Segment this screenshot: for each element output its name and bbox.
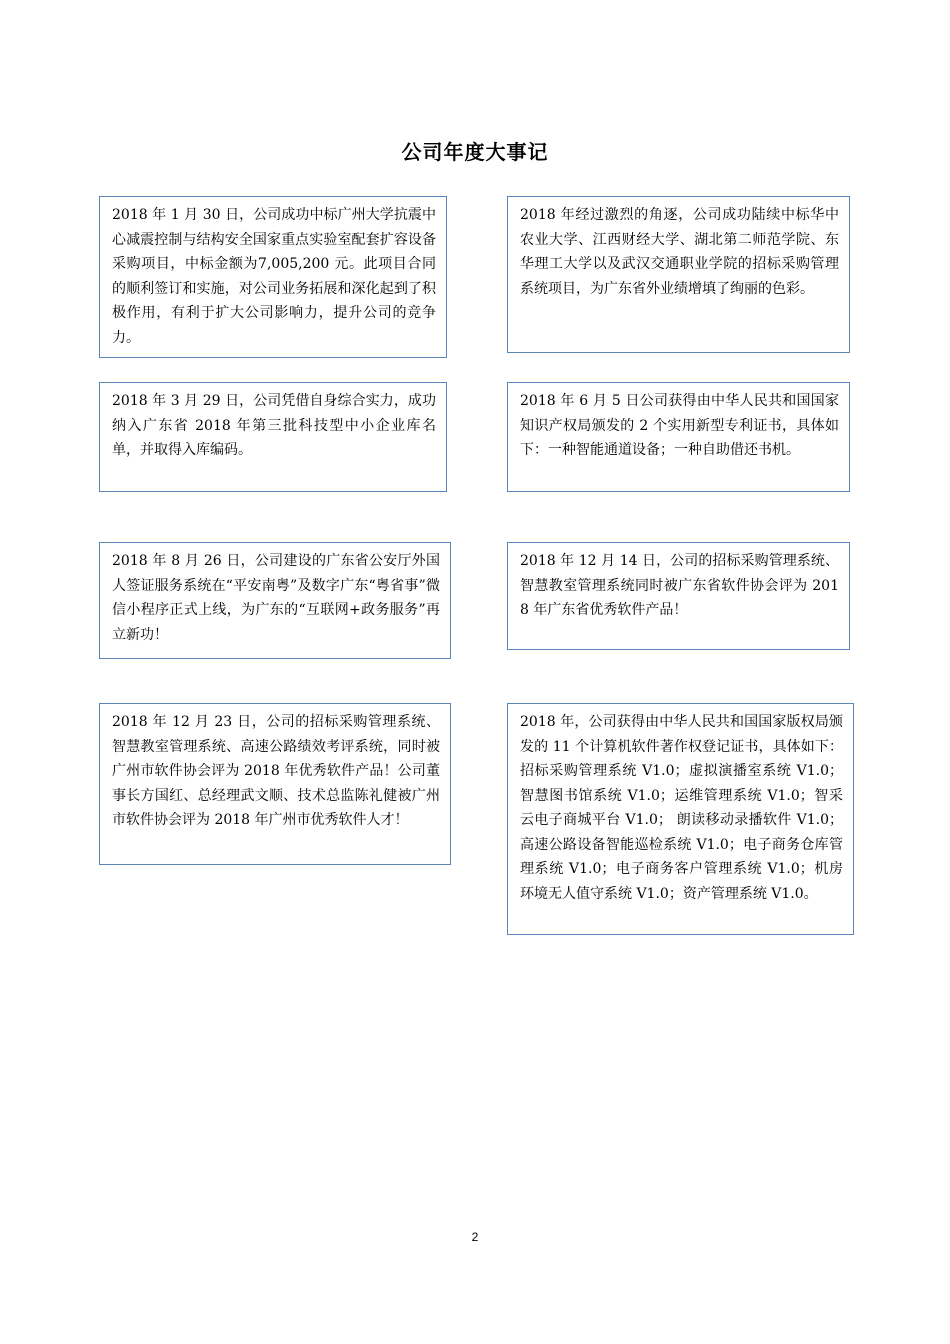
event-box-guangzhou-university-bid: 2018 年 1 月 30 日，公司成功中标广州大学抗震中心减震控制与结构安全国家重点实验室配套扩容设备采购项目，中标金额为7,005,200 元。此项目合同的顺利签订和实施，对公司业务拓展和深化起到了积极作用，有利于扩大公司影响力，提升公司的竞争力。: [99, 196, 447, 358]
event-box-guangdong-software-award: 2018 年 12 月 14 日，公司的招标采购管理系统、智慧教室管理系统同时被广东省软件协会评为 2018 年广东省优秀软件产品！: [507, 542, 850, 650]
page-title: 公司年度大事记: [401, 140, 549, 164]
event-box-tech-sme-listing: 2018 年 3 月 29 日，公司凭借自身综合实力，成功纳入广东省 2018 年第三批科技型中小企业库名单，并取得入库编码。: [99, 382, 447, 492]
event-box-software-copyrights: 2018 年，公司获得由中华人民共和国国家版权局颁发的 11 个计算机软件著作权登记证书，具体如下：招标采购管理系统 V1.0；虚拟演播室系统 V1.0；智慧图书馆系统 V1.0；运维管理系统 V1.0；智采云电子商城平台 V1.0； 朗读移动录播软件 V1.0；高速公路设备智能巡检系统 V1.0；电子商务仓库管理系统 V1.0；电子商务客户管理系统 V1.0；机房环境无人值守系统 V1.0；资产管理系统 V1.0。: [507, 703, 854, 935]
event-box-utility-patents: 2018 年 6 月 5 日公司获得由中华人民共和国国家知识产权局颁发的 2 个实用新型专利证书，具体如下：一种智能通道设备；一种自助借还书机。: [507, 382, 850, 492]
event-box-guangzhou-software-award: 2018 年 12 月 23 日，公司的招标采购管理系统、智慧教室管理系统、高速公路绩效考评系统，同时被广州市软件协会评为 2018 年优秀软件产品！公司董事长方国红、总经理武文顺、技术总监陈礼健被广州市软件协会评为 2018 年广州市优秀软件人才！: [99, 703, 451, 865]
event-box-out-of-province-bids: 2018 年经过激烈的角逐，公司成功陆续中标华中农业大学、江西财经大学、湖北第二师范学院、东华理工大学以及武汉交通职业学院的招标采购管理系统项目，为广东省外业绩增填了绚丽的色彩。: [507, 196, 850, 353]
event-box-visa-service-launch: 2018 年 8 月 26 日，公司建设的广东省公安厅外国人签证服务系统在“平安南粤”及数字广东“粤省事”微信小程序正式上线，为广东的“互联网+政务服务”再立新功！: [99, 542, 451, 659]
page-number: 2: [471, 1230, 479, 1244]
